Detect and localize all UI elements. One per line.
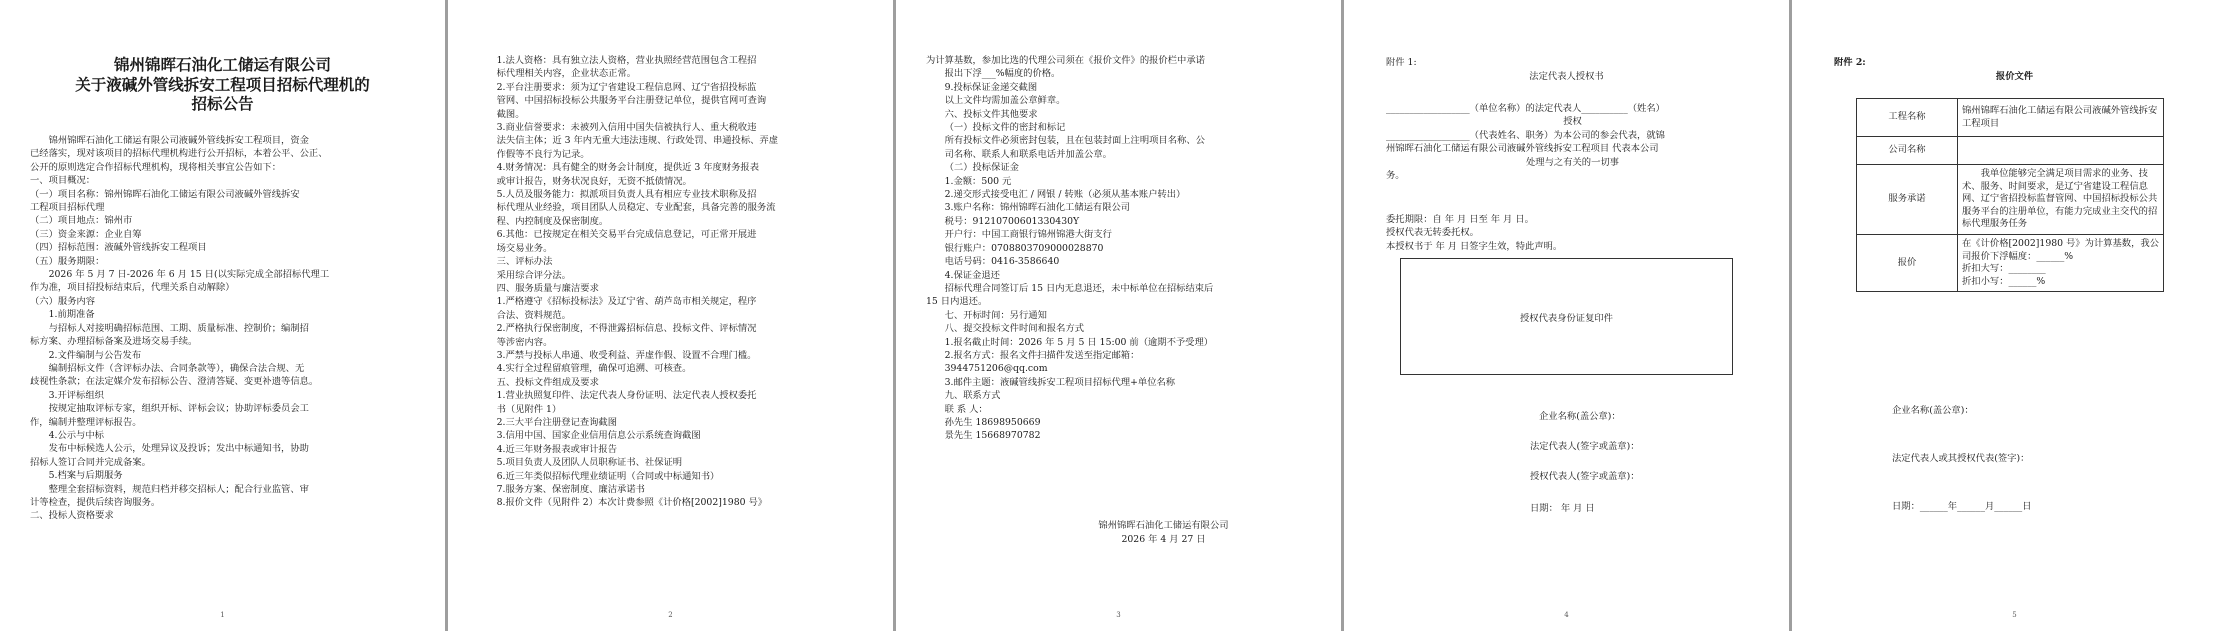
text-line: 已经落实，现对该项目的招标代理机构进行公开招标，本着公平、公正、 [30, 148, 328, 160]
text-line: 7.服务方案、保密制度、廉洁承诺书 [496, 484, 645, 495]
text-line: 管网、中国招标投标公共服务平台注册登记单位，提供官网可查询 [496, 95, 767, 107]
agent-signature-line: 授权代表人(签字或盖章)： [1530, 471, 1640, 482]
text-line: 委托期限：自 年 月 日至 年 月 日。 [1386, 214, 1534, 225]
text-line: 整理全套招标资料，规范归档并移交招标人；配合行业监管、审 [48, 483, 309, 495]
text-line: 八、提交投标文件时间和报名方式 [944, 323, 1085, 335]
text-line: 税号：91210700601330430Y [944, 215, 1080, 227]
page-number: 5 [2012, 611, 2017, 619]
page-number: 1 [220, 611, 225, 619]
document-page-2 [448, 0, 893, 631]
document-page-3 [896, 0, 1341, 631]
authorization-period [1386, 213, 1759, 253]
text-line: 2.三大平台注册登记查询截图 [496, 416, 618, 428]
text-line: 授权 [1563, 116, 1582, 128]
text-line: 标代理相关内容，企业状态正常。 [496, 68, 637, 80]
text-line: 务。 [1386, 170, 1405, 182]
text-line: 二、投标人资格要求 [30, 510, 114, 522]
text-line: 按规定抽取评标专家，组织开标、评标会议；协助评标委员会工 [48, 403, 309, 415]
text-line: 15 日内退还。 [926, 296, 988, 308]
document-page-4 [1344, 0, 1789, 631]
quote-line: 折扣大写：________ [1962, 263, 2046, 275]
table-row [1857, 137, 2164, 165]
text-line: 程、内控制度及保密制度。 [496, 215, 609, 227]
text-line: 计等检查，提供后续咨询服务。 [30, 496, 161, 508]
table-cell-label: 服务承诺 [1857, 165, 1958, 235]
text-line: 七、开标时间：另行通知 [944, 309, 1047, 321]
text-line: 3.信用中国、国家企业信用信息公示系统查询截图 [496, 430, 701, 442]
text-line: 6.近三年类似招标代理业绩证明（合同或中标通知书） [496, 470, 720, 482]
text-line: 三、评标办法 [496, 256, 553, 268]
quote-line: 在《计价格[2002]1980 号》为计算基数，我公司报价下浮幅度：______% [1962, 237, 2159, 262]
legal-rep-signature-line: 法定代表人(签字或盖章)： [1530, 441, 1640, 452]
text-line: 5.档案与后期服务 [48, 470, 123, 482]
text-line: 一、项目概况： [30, 175, 96, 187]
text-line: 2026 年 5 月 7 日-2026 年 6 月 15 日(以实际完成全部招标代理工 [48, 269, 330, 281]
text-line: 1.金额：500 元 [944, 175, 1012, 187]
text-line: 州锦晖石油化工储运有限公司液碱外管线拆安工程项目 代表本公司 [1386, 143, 1659, 155]
page-number: 4 [1564, 611, 1569, 619]
title-line: 关于液碱外管线拆安工程项目招标代理机的 [75, 74, 370, 94]
table-row [1857, 234, 2164, 291]
issue-date: 2026 年 4 月 27 日 [1121, 534, 1206, 545]
text-line: 公开的原则选定合作招标代理机构，现将相关事宜公告如下： [30, 161, 282, 173]
text-line: 招标人签订合同并完成备案。 [30, 456, 151, 468]
text-line: 作，编制并整理评标报告。 [30, 416, 142, 428]
text-line: 4.财务情况：具有健全的财务会计制度，提供近 3 年度财务报表 [496, 162, 760, 174]
text-line: 电话号码：0416-3586640 [944, 256, 1060, 268]
text-line: 1.报名截止时间：2026 年 5 月 5 日 15:00 前（逾期不予受理） [944, 336, 1214, 348]
text-line: 1.法人资格：具有独立法人资格，营业执照经营范围包含工程招 [496, 55, 757, 66]
page-number: 3 [1116, 611, 1121, 619]
text-line: 授权代表无转委托权。 [1386, 227, 1479, 239]
text-line: 所有投标文件必须密封包装，且在包装封面上注明项目名称、公 [944, 135, 1205, 147]
text-line: 司名称、联系人和联系电话并加盖公章。 [944, 148, 1112, 160]
text-line: （四）招标范围：液碱外管线拆安工程项目 [30, 242, 207, 254]
table-cell-label: 工程名称 [1857, 99, 1958, 137]
title-line: 锦州锦晖石油化工储运有限公司 [113, 55, 331, 74]
table-cell-value: 我单位能够完全满足项目需求的业务、技术、服务、时间要求，是辽宁省建设工程信息网、辽宁省招投标监督管网、中国招标投标公共服务平台的注册单位，有能力完成业主交代的招标代理服务任务 [1958, 165, 2164, 235]
page-title [20, 55, 425, 114]
text-line: 编制招标文件（含评标办法、合同条款等），确保合法合规、无 [48, 362, 305, 374]
text-line: 孙先生 18698950669 [944, 416, 1041, 428]
text-line: 采用综合评分法。 [496, 269, 571, 281]
announcement-body [926, 54, 1313, 443]
text-line: 书（见附件 1） [496, 403, 562, 415]
legal-rep-signature-line: 法定代表人或其授权代表(签字)： [1892, 453, 2030, 464]
date-line: 日期：______年______月______日 [1892, 501, 2032, 512]
document-page-1 [0, 0, 445, 631]
text-line: 开户行：中国工商银行锦州锦港大街支行 [944, 229, 1112, 241]
table-cell-label: 公司名称 [1857, 137, 1958, 165]
text-line: 2.报名方式：报名文件扫描件发送至指定邮箱： [944, 349, 1140, 361]
table-row [1857, 165, 2164, 235]
text-line: 6.其他：已按规定在相关交易平台完成信息登记，可正常开展进 [496, 229, 757, 241]
document-page-5 [1792, 0, 2237, 631]
attachment-label: 附件 1: [1386, 57, 1417, 68]
page-heading: 法定代表人授权书 [1529, 71, 1604, 82]
text-line: 景先生 15668970782 [944, 430, 1041, 442]
text-line: 4.实行全过程留痕管理，确保可追溯、可核查。 [496, 363, 692, 375]
text-line: 场交易业务。 [496, 242, 553, 254]
text-line: 或审计报告，财务状况良好，无资不抵债情况。 [496, 175, 692, 187]
quote-line: 折扣小写：______% [1962, 275, 2046, 287]
text-line: 与招标人对接明确招标范围、工期、质量标准、控制价；编制招 [48, 322, 309, 334]
text-line: 5.项目负责人及团队人员职称证书、社保证明 [496, 457, 683, 469]
text-line: （五）服务期限： [30, 255, 105, 267]
text-line: （三）资金来源：企业自筹 [30, 228, 142, 240]
text-line: （二）项目地点：锦州市 [30, 215, 133, 227]
table-cell-value [1958, 234, 2164, 291]
text-line: 银行账户：0708803709000028870 [944, 242, 1104, 254]
text-line: 9.投标保证金递交截图 [944, 81, 1038, 93]
page-heading: 报价文件 [1995, 71, 2034, 82]
issuer-company: 锦州锦晖石油化工储运有限公司 [1098, 520, 1229, 531]
text-line: 招标代理合同签订后 15 日内无息退还，未中标单位在招标结束后 [944, 282, 1214, 294]
company-signature-line: 企业名称(盖公章)： [1892, 405, 1974, 416]
date-line: 日期： 年 月 日 [1530, 503, 1595, 514]
text-line: __________________（单位名称）的法定代表人__________（姓名） [1386, 103, 1665, 114]
text-line: 3944751206@qq.com [944, 363, 1048, 375]
text-line: 工程项目招标代理 [30, 202, 105, 214]
text-line: 歧视性条款；在法定媒介发布招标公告、澄清答疑、变更补遗等信息。 [30, 376, 319, 388]
text-line: 为计算基数，参加比选的代理公司须在《报价文件》的报价栏中承诺 [926, 55, 1205, 66]
text-line: 六、投标文件其他要求 [944, 108, 1038, 120]
text-line: 2.平台注册要求：须为辽宁省建设工程信息网、辽宁省招投标监 [496, 81, 757, 93]
text-line: __________________（代表姓名、职务）为本公司的参会代表，就锦 [1386, 129, 1665, 141]
text-line: 4.保证金退还 [944, 269, 1000, 281]
text-line: 九、联系方式 [944, 390, 1001, 402]
text-line: 4.公示与中标 [48, 429, 104, 441]
text-line: 8.报价文件（见附件 2）本次计费参照《计价格[2002]1980 号》 [496, 497, 768, 509]
text-line: 锦州锦晖石油化工储运有限公司液碱外管线拆安工程项目，资金 [48, 135, 309, 146]
text-line: 本授权书于 年 月 日签字生效，特此声明。 [1386, 240, 1563, 252]
announcement-body [478, 54, 865, 510]
company-signature-line: 企业名称(盖公章)： [1539, 411, 1621, 422]
text-line: 3.商业信誉要求：未被列入信用中国失信被执行人、重大税收违 [496, 122, 757, 134]
text-line: 3.严禁与投标人串通、收受利益、弄虚作假、设置不合理门槛。 [496, 349, 757, 361]
text-line: 法失信主体；近 3 年内无重大违法违规、行政处罚、串通投标、弄虚 [496, 135, 779, 147]
text-line: 发布中标候选人公示，处理异议及投诉；发出中标通知书，协助 [48, 443, 309, 455]
text-line: 联 系 人： [944, 403, 988, 415]
authorization-body [1386, 102, 1759, 182]
text-line: 3.邮件主题：液碱管线拆安工程项目招标代理+单位名称 [944, 376, 1176, 388]
text-line: 3.开评标组织 [48, 389, 104, 401]
text-line: 截图。 [496, 108, 525, 120]
text-line: （六）服务内容 [30, 295, 96, 307]
table-cell-value [1958, 137, 2164, 165]
text-line: （二）投标保证金 [944, 162, 1019, 174]
announcement-body [30, 134, 417, 523]
text-line: 报出下浮___%幅度的价格。 [944, 68, 1061, 80]
text-line: 3.账户名称：锦州锦晖石油化工储运有限公司 [944, 202, 1131, 214]
table-cell-label: 报价 [1857, 234, 1958, 291]
attachment-label: 附件 2: [1834, 57, 1866, 68]
text-line: 作假等不良行为记录。 [496, 148, 590, 160]
text-line: 1.前期准备 [48, 309, 95, 321]
text-line: 处理与之有关的一切事 [1526, 156, 1619, 168]
text-line: 2.文件编制与公告发布 [48, 349, 142, 361]
text-line: 5.人员及服务能力：拟派项目负责人具有相应专业技术职称及招 [496, 189, 757, 201]
text-line: （一）投标文件的密封和标记 [944, 122, 1066, 134]
text-line: 等涉密内容。 [496, 336, 553, 348]
text-line: 1.营业执照复印件、法定代表人身份证明、法定代表人授权委托 [496, 390, 757, 402]
text-line: 标代理从业经验，项目团队人员稳定、专业配套，具备完善的服务流 [496, 202, 776, 214]
text-line: 作为准，项目招投标结束后，代理关系自动解除） [30, 282, 235, 294]
text-line: 1.严格遵守《招标投标法》及辽宁省、葫芦岛市相关规定，程序 [496, 296, 757, 308]
text-line: 合法、资料规范。 [496, 309, 571, 321]
quotation-table [1856, 98, 2164, 292]
text-line: 4.近三年财务报表或审计报告 [496, 443, 618, 455]
text-line: 五、投标文件组成及要求 [496, 376, 599, 388]
text-line: 2.递交形式接受电汇 / 网银 / 转账（必须从基本账户转出） [944, 189, 1186, 201]
text-line: 四、服务质量与廉洁要求 [496, 282, 599, 294]
id-copy-box: 授权代表身份证复印件 [1400, 258, 1733, 375]
text-line: 标方案、办理招标备案及进场交易手续。 [30, 336, 198, 348]
page-number: 2 [668, 611, 673, 619]
table-cell-value: 锦州锦晖石油化工储运有限公司液碱外管线拆安工程项目 [1958, 99, 2164, 137]
text-line: （一）项目名称：锦州锦晖石油化工储运有限公司液碱外管线拆安 [30, 188, 300, 200]
text-line: 以上文件均需加盖公章鲜章。 [944, 95, 1066, 107]
text-line: 2.严格执行保密制度，不得泄露招标信息、投标文件、评标情况 [496, 323, 757, 335]
table-row [1857, 99, 2164, 137]
title-line: 招标公告 [191, 94, 254, 113]
